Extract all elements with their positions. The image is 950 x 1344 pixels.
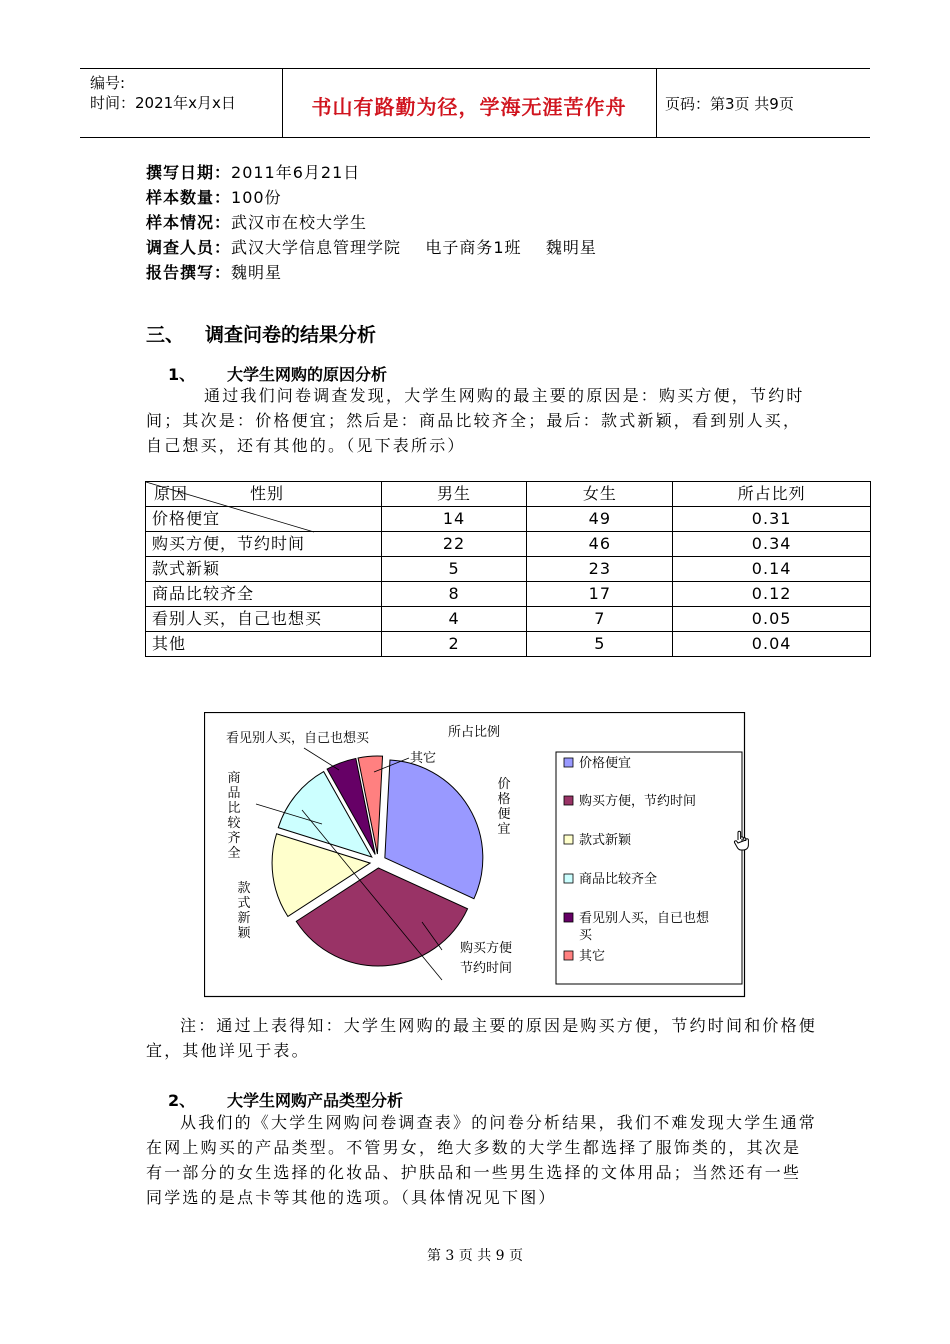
cell-female: 49 — [527, 507, 673, 532]
cell-male: 4 — [381, 607, 527, 632]
legend-label: 看见别人买，自已也想买 — [579, 911, 710, 943]
slice-label-char: 齐 — [227, 831, 241, 846]
number-label: 编号: — [90, 74, 126, 92]
info-staff: 调查人员：武汉大学信息管理学院 电子商务1班 魏明星 — [146, 238, 597, 257]
section-title: 调查问卷的结果分析 — [205, 324, 377, 346]
cell-ratio: 0.05 — [673, 607, 871, 632]
chart-title: 所占比例 — [447, 725, 501, 740]
slice-label-char: 品 — [227, 786, 241, 801]
section-number: 三、 — [146, 324, 185, 346]
reason-table — [145, 481, 871, 657]
legend-label: 款式新颖 — [579, 833, 632, 848]
cell-reason: 款式新颖 — [146, 557, 382, 582]
legend-swatch — [564, 874, 573, 883]
paragraph: 通过我们问卷调查发现，大学生网购的最主要的原因是：购买方便，节约时间；其次是：价格便宜；然后是：商品比较齐全；最后：款式新颖，看到别人买，自己想买，还有其他的。（见下表所示） — [146, 386, 805, 455]
legend-swatch — [564, 796, 573, 805]
table-row — [146, 532, 871, 557]
slice-label-char: 格 — [497, 792, 511, 807]
column-header: 男生 — [381, 482, 527, 507]
cell-reason: 商品比较齐全 — [146, 582, 382, 607]
legend-swatch — [564, 835, 573, 844]
table-corner-cell — [146, 482, 382, 507]
table-row — [146, 507, 871, 532]
header-page-info: 页码：第3页 共9页 — [665, 95, 794, 113]
legend-swatch — [564, 913, 573, 922]
slice-label: 看见别人买，自己也想买 — [226, 731, 370, 746]
slice-label-char: 式 — [237, 896, 251, 911]
slice-label-char: 宜 — [497, 822, 511, 837]
cell-reason: 看别人买，自己也想买 — [146, 607, 382, 632]
cell-female: 7 — [527, 607, 673, 632]
table-row — [146, 632, 871, 657]
column-header: 所占比列 — [673, 482, 871, 507]
info-date: 撰写日期：2011年6月21日 — [146, 163, 361, 182]
chart-note: 注：通过上表得知：大学生网购的最主要的原因是购买方便，节约时间和价格便宜，其他详见于表。 — [146, 1016, 818, 1060]
corner-left-label: 原因 — [154, 484, 189, 503]
corner-right-label: 性别 — [250, 484, 285, 503]
table-row — [146, 607, 871, 632]
cell-female: 17 — [527, 582, 673, 607]
cell-reason: 购买方便，节约时间 — [146, 532, 382, 557]
header-divider — [656, 69, 657, 137]
slice-label: 其它 — [410, 751, 437, 766]
column-header: 女生 — [527, 482, 673, 507]
table-row — [146, 582, 871, 607]
info-author: 报告撰写：魏明星 — [146, 263, 283, 282]
page-header — [80, 68, 870, 138]
slice-label: 节约时间 — [460, 961, 513, 976]
info-count: 样本数量：100份 — [146, 188, 282, 207]
cell-ratio: 0.04 — [673, 632, 871, 657]
subsection-title: 大学生网购的原因分析 — [227, 365, 388, 384]
legend-label: 价格便宜 — [579, 756, 632, 771]
cell-male: 5 — [381, 557, 527, 582]
cell-reason: 价格便宜 — [146, 507, 382, 532]
page-footer: 第 3 页 共 9 页 — [426, 1248, 524, 1264]
slice-label-char: 全 — [227, 846, 241, 861]
table-row — [146, 557, 871, 582]
legend-swatch — [564, 951, 573, 960]
slice-label-char: 比 — [227, 801, 241, 816]
cell-male: 8 — [381, 582, 527, 607]
cell-female: 23 — [527, 557, 673, 582]
slice-label-char: 颖 — [237, 926, 251, 941]
table-header-row — [146, 482, 871, 507]
slice-label: 购买方便 — [460, 941, 513, 956]
slice-label-char: 价 — [497, 777, 511, 792]
cell-ratio: 0.34 — [673, 532, 871, 557]
cell-male: 22 — [381, 532, 527, 557]
cell-ratio: 0.12 — [673, 582, 871, 607]
hand-cursor-icon — [733, 830, 751, 852]
pie-chart — [204, 712, 746, 998]
cell-ratio: 0.14 — [673, 557, 871, 582]
cell-male: 2 — [381, 632, 527, 657]
slice-label-char: 较 — [227, 816, 241, 831]
legend-swatch — [564, 758, 573, 767]
cell-ratio: 0.31 — [673, 507, 871, 532]
header-motto: 书山有路勤为径，学海无涯苦作舟 — [311, 95, 627, 119]
header-meta — [90, 73, 236, 113]
cell-female: 46 — [527, 532, 673, 557]
slice-label-char: 商 — [227, 771, 241, 786]
slice-label-char: 新 — [237, 911, 251, 926]
subsection-title: 大学生网购产品类型分析 — [227, 1091, 404, 1110]
cell-female: 5 — [527, 632, 673, 657]
cell-male: 14 — [381, 507, 527, 532]
time-label: 时间：2021年x月x日 — [90, 94, 236, 112]
slice-label-char: 款 — [237, 881, 251, 896]
legend-label: 商品比较齐全 — [579, 872, 658, 887]
legend-label: 其它 — [579, 949, 606, 964]
info-sample: 样本情况：武汉市在校大学生 — [146, 213, 368, 232]
paragraph: 从我们的《大学生网购问卷调查表》的问卷分析结果，我们不难发现大学生通常在网上购买的产品类型。不管男女，绝大多数的大学生都选择了服饰类的，其次是有一部分的女生选择的化妆品、护肤品和一些男生选择的文体用品；当然还有一些同学选的是点卡等其他的选项。（具体情况见下图） — [146, 1113, 818, 1207]
cell-reason: 其他 — [146, 632, 382, 657]
subsection-number: 2、 — [168, 1091, 196, 1110]
subsection-number: 1、 — [168, 365, 196, 384]
legend-label: 购买方便，节约时间 — [579, 794, 697, 809]
slice-label-char: 便 — [497, 807, 511, 822]
